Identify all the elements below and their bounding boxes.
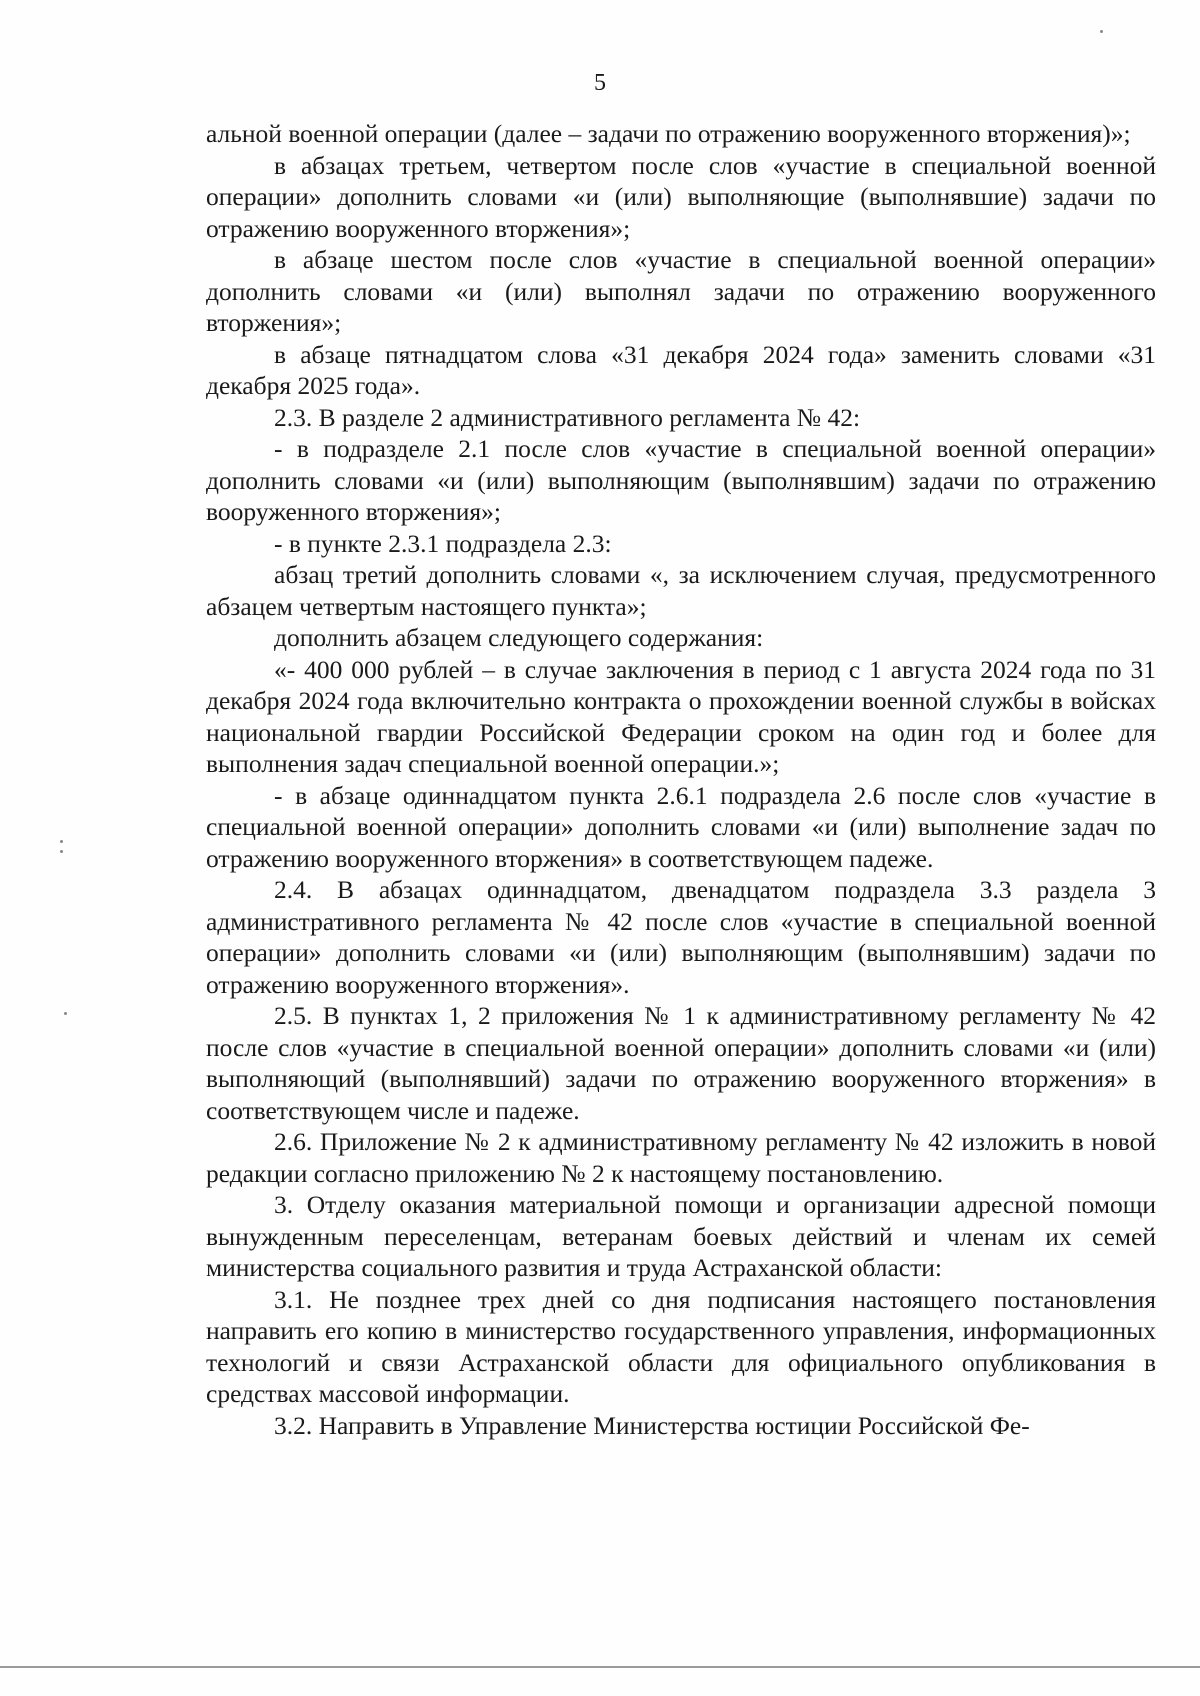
- paragraph-6: - в подразделе 2.1 после слов «участие в специальной военной операции» дополнить словами «и (или) выполняющим (выполнявшим) задачи по отражению вооруженного вторжения»;: [206, 434, 1156, 526]
- paragraph-12: 2.4. В абзацах одиннадцатом, двенадцатом подраздела 3.3 раздела 3 административного регламента № 42 после слов «участие в специальной военной операции» дополнить словами «и (или) выполняющим (выполнявшим) задачи по отражению вооруженного вторжения».: [206, 875, 1156, 999]
- paragraph-4: в абзаце пятнадцатом слова «31 декабря 2024 года» заменить словами «31 декабря 2025 года».: [206, 339, 1156, 400]
- document-body: [206, 118, 1156, 1441]
- paragraph-1: альной военной операции (далее – задачи по отражению вооруженного вторжения)»;: [206, 119, 1131, 148]
- paragraph-11: - в абзаце одиннадцатом пункта 2.6.1 подраздела 2.6 после слов «участие в специальной военной операции» дополнить словами «и (или) выполнение задач по отражению вооруженного вторжения» в соответствующем падеже.: [206, 780, 1156, 873]
- paragraph-3: в абзаце шестом после слов «участие в специальной военной операции» дополнить словами «и (или) выполнял задачи по отражению вооруженного вторжения»;: [206, 245, 1156, 337]
- paragraph-2: в абзацах третьем, четвертом после слов «участие в специальной военной операции» дополнить словами «и (или) выполняющие (выполнявшие) задачи по отражению вооруженного вторжения»;: [206, 150, 1156, 243]
- page-number: 5: [594, 70, 606, 96]
- scan-speck: [60, 850, 63, 853]
- paragraph-15: 3. Отделу оказания материальной помощи и организации адресной помощи вынужденным переселенцам, ветеранам боевых действий и членам их семей министерства социального развития и труда Астраханской области:: [206, 1190, 1156, 1282]
- paragraph-7: - в пункте 2.3.1 подраздела 2.3:: [274, 528, 612, 558]
- scan-speck: [64, 1012, 67, 1015]
- paragraph-14: 2.6. Приложение № 2 к административному регламенту № 42 изложить в новой редакции согласно приложению № 2 к настоящему постановлению.: [206, 1127, 1156, 1188]
- paragraph-17: 3.2. Направить в Управление Министерства юстиции Российской Фе-: [274, 1410, 1030, 1440]
- paragraph-8: абзац третий дополнить словами «, за исключением случая, предусмотренного абзацем четвертым настоящего пункта»;: [206, 560, 1156, 621]
- paragraph-16: 3.1. Не позднее трех дней со дня подписания настоящего постановления направить его копию в министерство государственного управления, информационных технологий и связи Астраханской области для официального опубликования в средствах массовой информации.: [206, 1284, 1156, 1408]
- paragraph-9: дополнить абзацем следующего содержания:: [274, 623, 764, 652]
- paragraph-5: 2.3. В разделе 2 административного регламента № 42:: [274, 402, 861, 432]
- paragraph-10: «- 400 000 рублей – в случае заключения в период с 1 августа 2024 года по 31 декабря 2024 года включительно контракта о прохождении военной службы в войсках национальной гвардии Российской Федерации сроком на один год и более для выполнения задач специальной военной операции.»;: [206, 654, 1156, 778]
- scan-speck: [60, 840, 63, 843]
- paragraph-13: 2.5. В пунктах 1, 2 приложения № 1 к административному регламенту № 42 после слов «участие в специальной военной операции» дополнить словами «и (или) выполняющий (выполнявший) задачи по отражению вооруженного вторжения» в соответствующем числе и падеже.: [206, 1001, 1156, 1125]
- scan-speck: [1100, 30, 1103, 33]
- scan-edge-line: [0, 1666, 1200, 1668]
